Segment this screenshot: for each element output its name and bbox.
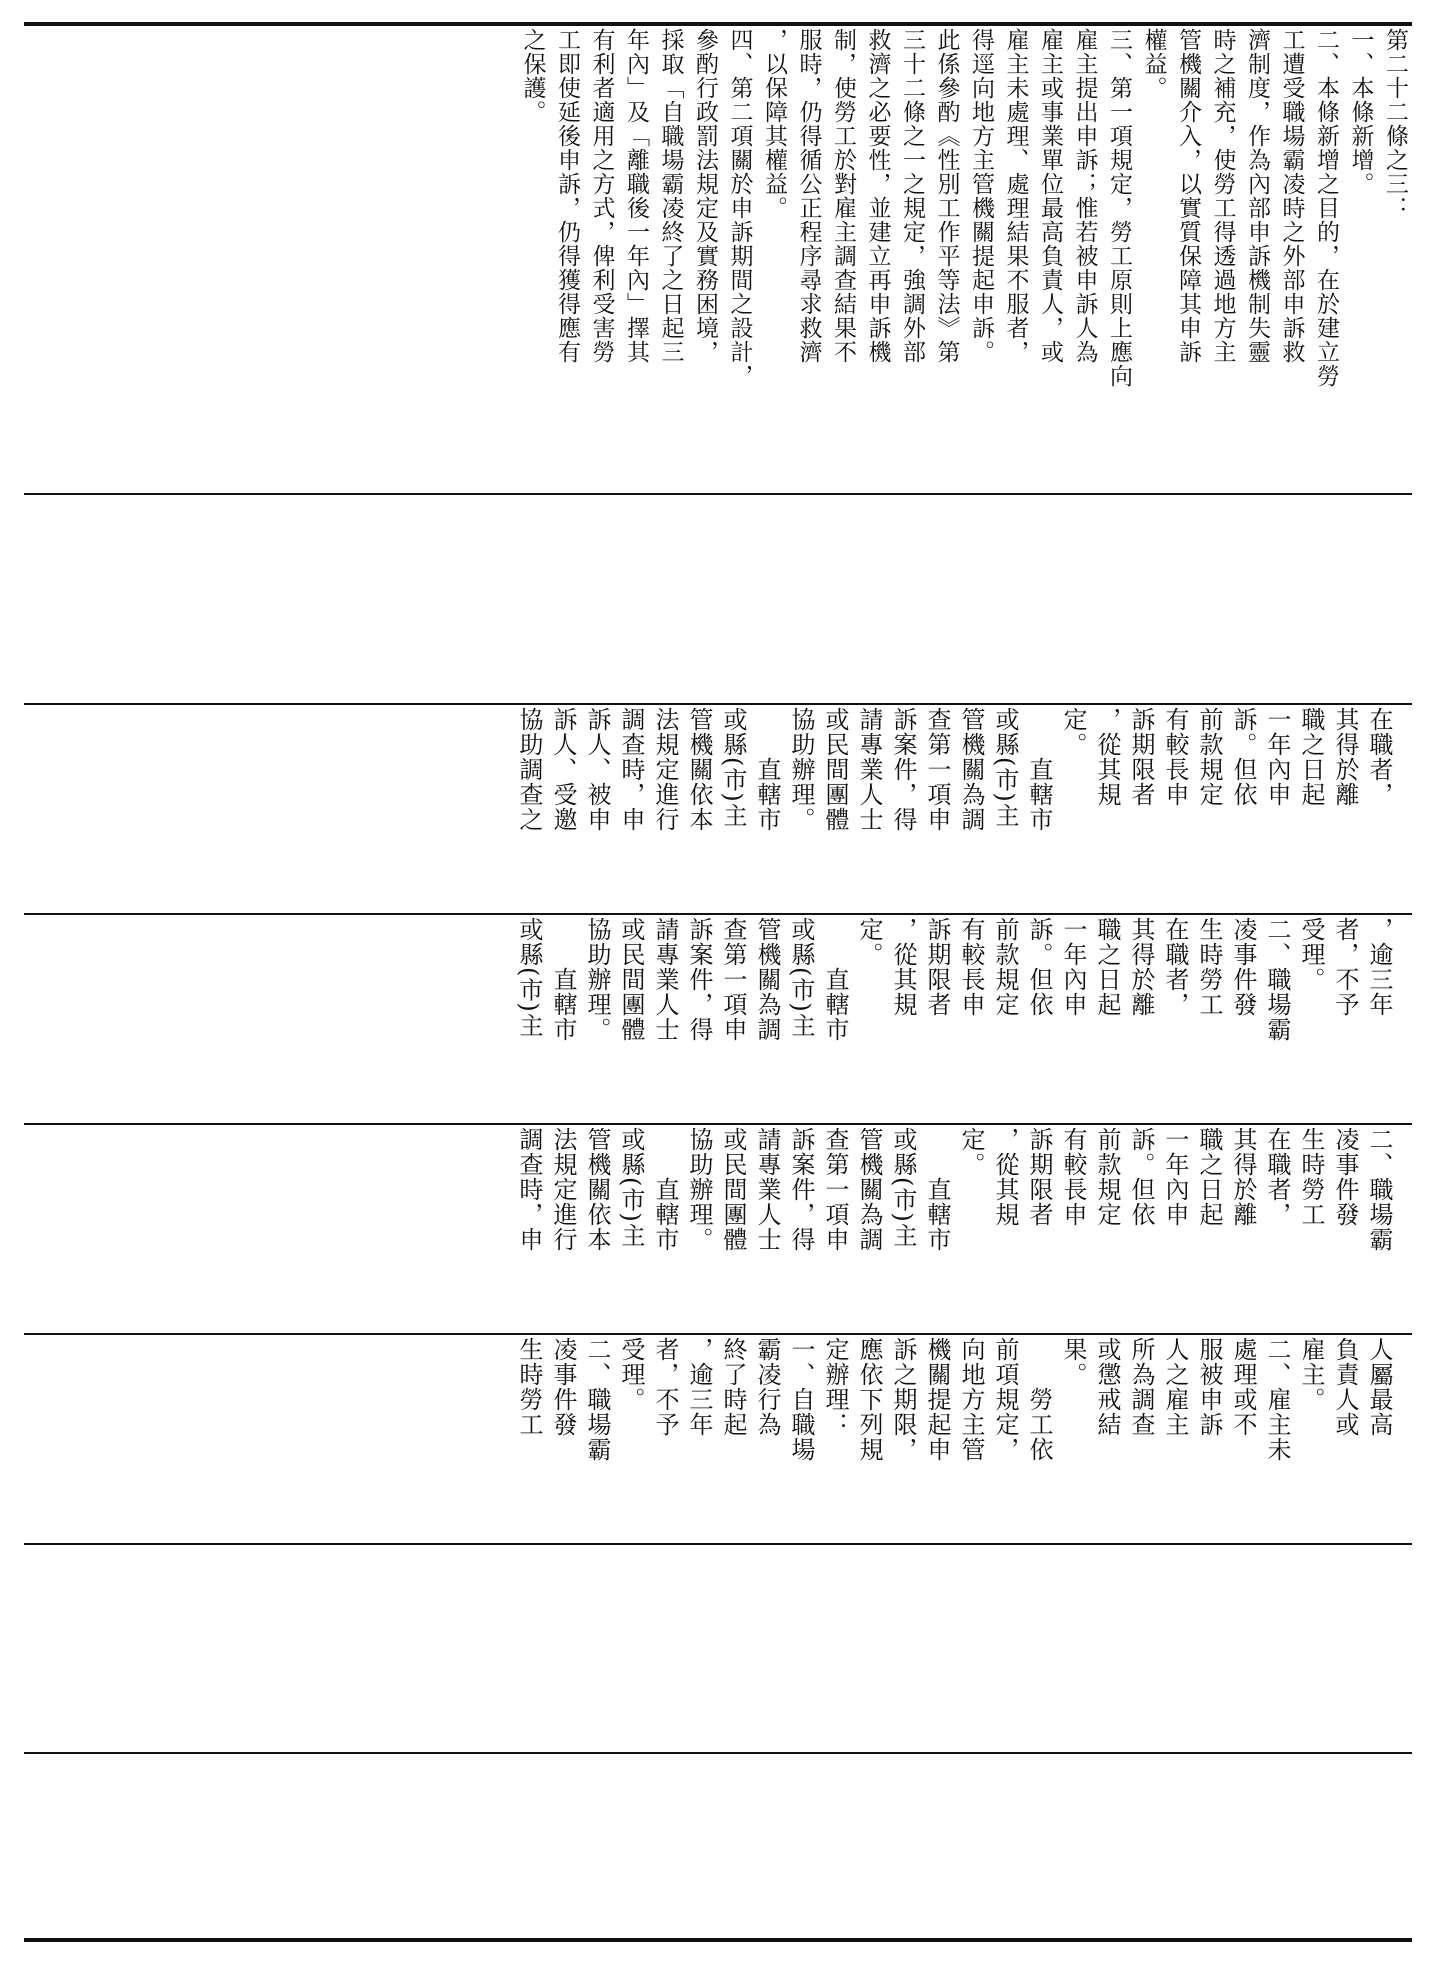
- explanation-text: [515, 28, 1412, 490]
- clause-text-a: [512, 707, 1396, 911]
- text-line: 二、本條新增之目的，在於建立勞: [1313, 28, 1339, 388]
- text-line: 有利者適用之方式，俾利受害勞: [588, 28, 615, 364]
- text-line: 其得於離: [1331, 707, 1359, 807]
- text-line: 定。: [957, 1127, 985, 1177]
- text-line: 果。: [1059, 1337, 1087, 1387]
- text-line: 者，不予: [1331, 917, 1359, 1017]
- text-line: 調查時，申: [515, 1127, 543, 1252]
- text-line: 管機關為調: [753, 917, 781, 1042]
- row-divider: [24, 493, 1412, 495]
- text-line: 職之日起: [1093, 917, 1121, 1017]
- text-line: 凌事件發: [1331, 1127, 1359, 1227]
- text-line: 在職者，: [1365, 707, 1393, 807]
- text-line: 三十二條之一之規定，強調外部: [899, 28, 925, 364]
- text-line: 協助調查之: [515, 707, 543, 832]
- text-line: 定。: [1059, 707, 1087, 757]
- text-line: 或縣(市)主: [617, 1127, 645, 1248]
- text-line: 權益。: [1140, 28, 1167, 100]
- clause-cell-c: [24, 1127, 1412, 1331]
- text-line: 或縣(市)主: [719, 707, 747, 828]
- text-line: 有較長申: [1059, 1127, 1087, 1227]
- text-line: 人之雇主: [1161, 1337, 1189, 1437]
- text-line: 制，使勞工於對雇主調查結果不: [830, 28, 856, 364]
- clause-cell-d: [24, 1337, 1412, 1541]
- text-line: 管機關依本: [685, 707, 713, 832]
- text-line: 訴人、受邀: [549, 707, 577, 832]
- text-line: 二、職場霸: [1263, 917, 1291, 1042]
- text-line: 在職者，: [1263, 1127, 1291, 1227]
- text-line: 訴之期限，: [889, 1337, 917, 1462]
- text-line: 直轄市: [753, 707, 781, 832]
- text-line: 三、第一項規定，勞工原則上應向: [1106, 28, 1132, 388]
- text-line: 前項規定，: [991, 1337, 1019, 1462]
- text-line: 一年內申: [1059, 917, 1087, 1017]
- text-line: 一、本條新增。: [1347, 28, 1374, 196]
- text-line: 請專業人士: [753, 1127, 781, 1252]
- text-line: 雇主。: [1297, 1337, 1325, 1412]
- text-line: 前款規定: [991, 917, 1019, 1017]
- text-line: 前款規定: [1093, 1127, 1121, 1227]
- text-line: ，逾三年: [1365, 917, 1393, 1017]
- text-line: 訴案件，得: [889, 707, 917, 832]
- text-line: 凌事件發: [549, 1337, 577, 1437]
- text-line: 定。: [855, 917, 883, 967]
- text-line: 職之日起: [1297, 707, 1325, 807]
- text-line: ，以保障其權益。: [761, 28, 787, 220]
- text-line: 訴期限者: [1025, 1127, 1053, 1227]
- text-line: 凌事件發: [1229, 917, 1257, 1017]
- text-line: 機關提起申: [923, 1337, 951, 1462]
- text-line: 時之補充，使勞工得透過地方主: [1209, 28, 1236, 364]
- text-line: 服被申訴: [1195, 1337, 1223, 1437]
- text-line: 訴人、被申: [583, 707, 611, 832]
- text-line: 雇主提出申訴；惟若被申訴人為: [1071, 28, 1098, 364]
- text-line: 有較長申: [1161, 707, 1189, 807]
- text-line: 工遭受職場霸凌時之外部申訴救: [1278, 28, 1305, 364]
- text-line: 二、職場霸: [1365, 1127, 1393, 1252]
- bottom-border: [24, 1938, 1412, 1942]
- clause-cell-a: [24, 707, 1412, 911]
- text-line: 訴。但依: [1229, 707, 1257, 807]
- text-line: 管機關依本: [583, 1127, 611, 1252]
- text-line: 參酌行政罰法規定及實務困境，: [692, 28, 718, 364]
- text-line: ，從其規: [1093, 707, 1121, 807]
- text-line: 得逕向地方主管機關提起申訴。: [968, 28, 994, 364]
- text-line: 或民間團體: [719, 1127, 747, 1252]
- text-line: ，逾三年: [685, 1337, 713, 1437]
- explanation-cell: [24, 28, 1412, 490]
- clause-text-b: [512, 917, 1396, 1121]
- row-divider: [24, 1752, 1412, 1754]
- text-line: 採取「自職場霸凌終了之日起三: [657, 28, 684, 364]
- text-line: 管機關為調: [957, 707, 985, 832]
- text-line: ，從其規: [889, 917, 917, 1017]
- text-line: 一年內申: [1263, 707, 1291, 807]
- text-line: 終了時起: [719, 1337, 747, 1437]
- row-divider: [24, 1543, 1412, 1545]
- clause-text-d: [512, 1337, 1396, 1541]
- text-line: 管機關介入，以實質保障其申訴: [1175, 28, 1201, 364]
- text-line: 訴。但依: [1025, 917, 1053, 1017]
- text-line: 人屬最高: [1365, 1337, 1393, 1437]
- text-line: 其得於離: [1127, 917, 1155, 1017]
- text-line: 處理或不: [1229, 1337, 1257, 1437]
- text-line: 受理。: [1297, 917, 1325, 992]
- text-line: 者，不予: [651, 1337, 679, 1437]
- text-line: 直轄市: [923, 1127, 951, 1252]
- text-line: 生時勞工: [515, 1337, 543, 1437]
- text-line: 生時勞工: [1195, 917, 1223, 1017]
- text-line: 一年內申: [1161, 1127, 1189, 1227]
- text-line: 勞工依: [1025, 1337, 1053, 1462]
- text-line: 救濟之必要性，並建立再申訴機: [864, 28, 891, 364]
- text-line: 或縣(市)主: [991, 707, 1019, 828]
- text-line: 調查時，申: [617, 707, 645, 832]
- text-line: 法規定進行: [651, 707, 679, 832]
- text-line: 前款規定: [1195, 707, 1223, 807]
- text-line: 訴期限者: [1127, 707, 1155, 807]
- row-divider: [24, 1123, 1412, 1125]
- text-line: 查第一項申: [923, 707, 951, 832]
- text-line: 二、職場霸: [583, 1337, 611, 1462]
- text-line: 直轄市: [1025, 707, 1053, 832]
- text-line: 雇主或事業單位最高負責人，或: [1037, 28, 1063, 364]
- text-line: 有較長申: [957, 917, 985, 1017]
- text-line: 管機關為調: [855, 1127, 883, 1252]
- text-line: 之保護。: [519, 28, 546, 124]
- text-line: 請專業人士: [651, 917, 679, 1042]
- text-line: 其得於離: [1229, 1127, 1257, 1227]
- text-line: 所為調查: [1127, 1337, 1155, 1437]
- text-line: 雇主未處理、處理結果不服者，: [1002, 28, 1029, 364]
- text-line: 或縣(市)主: [787, 917, 815, 1038]
- text-line: 法規定進行: [549, 1127, 577, 1252]
- text-line: 在職者，: [1161, 917, 1189, 1017]
- text-line: 負責人或: [1331, 1337, 1359, 1437]
- text-line: 或縣(市)主: [889, 1127, 917, 1248]
- row-divider: [24, 913, 1412, 915]
- text-line: 服時，仍得循公正程序尋求救濟: [795, 28, 822, 364]
- text-line: 協助辦理。: [583, 917, 611, 1042]
- text-line: 或縣(市)主: [515, 917, 543, 1038]
- text-line: ，從其規: [991, 1127, 1019, 1227]
- text-line: 查第一項申: [821, 1127, 849, 1252]
- empty-cell: [24, 1756, 1412, 1936]
- text-line: 受理。: [617, 1337, 645, 1412]
- text-line: 年內」及「離職後一年內」擇其: [623, 28, 649, 364]
- text-line: 訴期限者: [923, 917, 951, 1017]
- text-line: 霸凌行為: [753, 1337, 781, 1437]
- text-line: 訴。但依: [1127, 1127, 1155, 1227]
- text-line: 協助辦理。: [685, 1127, 713, 1252]
- text-line: 此係參酌《性別工作平等法》第: [933, 28, 960, 364]
- text-line: 訴案件，得: [685, 917, 713, 1042]
- text-line: 二、雇主未: [1263, 1337, 1291, 1462]
- text-line: 直轄市: [549, 917, 577, 1042]
- clause-text-c: [512, 1127, 1396, 1331]
- text-line: 工即使延後申訴，仍得獲得應有: [554, 28, 580, 364]
- text-line: 定辦理：: [821, 1337, 849, 1437]
- text-line: 職之日起: [1195, 1127, 1223, 1227]
- text-line: 直轄市: [821, 917, 849, 1042]
- text-line: 濟制度，作為內部申訴機制失靈: [1244, 28, 1270, 364]
- text-line: 或懲戒結: [1093, 1337, 1121, 1437]
- top-border: [24, 22, 1412, 26]
- text-line: 或民間團體: [821, 707, 849, 832]
- text-line: 生時勞工: [1297, 1127, 1325, 1227]
- text-line: 應依下列規: [855, 1337, 883, 1462]
- text-line: 一、自職場: [787, 1337, 815, 1462]
- row-divider: [24, 1333, 1412, 1335]
- text-line: 請專業人士: [855, 707, 883, 832]
- clause-cell-b: [24, 917, 1412, 1121]
- row-divider: [24, 703, 1412, 705]
- text-line: 查第一項申: [719, 917, 747, 1042]
- text-line: 直轄市: [651, 1127, 679, 1252]
- text-line: 訴案件，得: [787, 1127, 815, 1252]
- empty-cell: [24, 497, 1412, 701]
- text-line: 或民間團體: [617, 917, 645, 1042]
- text-line: 四、第二項關於申訴期間之設計，: [726, 28, 753, 388]
- text-line: 第二十二條之三：: [1382, 28, 1408, 220]
- text-line: 向地方主管: [957, 1337, 985, 1462]
- empty-cell: [24, 1547, 1412, 1750]
- text-line: 協助辦理。: [787, 707, 815, 832]
